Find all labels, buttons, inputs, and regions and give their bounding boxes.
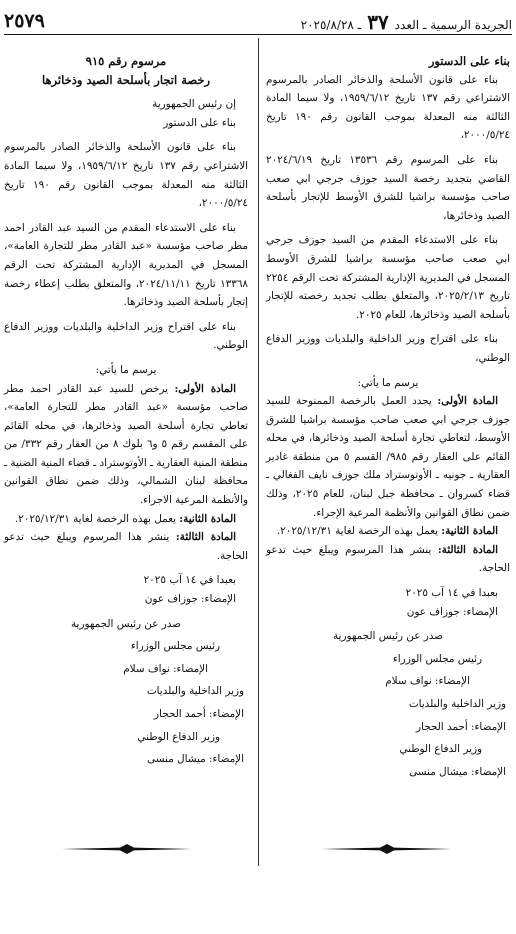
interior-minister-signature: الإمضاء: أحمد الحجار [416,720,506,733]
interior-minister-signature: الإمضاء: أحمد الحجار [154,708,244,720]
pm-signature: الإمضاء: نواف سلام [123,662,208,675]
interior-minister-title: وزير الداخلية والبلديات [408,698,506,710]
defense-minister-title: وزير الدفاع الوطني [399,743,482,756]
president-line: إن رئيس الجمهورية [152,98,236,111]
article-2-text: يعمل بهذه الرخصة لغاية ٢٠٢٥/١٢/٣١. [276,525,438,538]
issue-number: ٣٧ [367,10,389,34]
ornament-divider-left [62,844,192,854]
article-3 [4,528,248,565]
preamble-paragraph: بناء على الاستدعاء المقدم من السيد جوزف جرجي ابي صعب صاحب مؤسسة براشيا للشرق الأوسط المسجل في المديرية الإدارية المشتركة تحت الرقم ٢٢٥٤ تاريخ ٢٠٢٥/٢/١٣، والمتعلق بطلب تجديد رخصته للإتجار بأسلحة الصيد وذخائرها، للعام ٢٠٢٥. [266,234,510,321]
constitution-line: بناء على الدستور [428,54,510,68]
page-header [4,6,512,35]
decrees-line: يرسم ما يأتي: [357,376,419,389]
president-signature: الإمضاء: جوزاف عون [144,593,236,606]
article-2 [266,522,510,541]
pm-title: رئيس مجلس الوزراء [130,640,220,653]
preamble-paragraph: بناء على قانون الأسلحة والذخائر الصادر بالمرسوم الاشتراعي رقم ١٣٧ تاريخ ١٩٥٩/٦/١٢، ولا سيما المادة الثالثة منه المعدلة بموجب القانون رقم ١٩٠ تاريخ ٢٠٠٠/٥/٢٤، [4,141,249,210]
header-title [301,12,512,32]
article-1 [266,392,510,522]
issued-by: صدر عن رئيس الجمهورية [332,630,443,643]
interior-minister-title: وزير الداخلية والبلديات [146,685,244,698]
article-2 [4,510,248,529]
pm-title: رئيس مجلس الوزراء [392,652,482,665]
article-1-text: يجدد العمل بالرخصة الممنوحة للسيد جوزف جرجي ابي صعب صاحب مؤسسة براشيا للشرق الأوسط، لتعاطي تجارة أسلحة الصيد وذخائرها، في محله القائم على العقار رقم ٩٨٥/ القسم ٥ من منطقة غادير العقارية ـ جونيه ـ الأوتوستراد ملك جوزف نايف الفغالي ـ قضاء كسروان ـ محافظة جبل لبنان، للعام ٢٠٢٥، وذلك ضمن نطاق القوانين والأنظمة المرعية الإجراء. [266,395,511,519]
defense-minister-title: وزير الدفاع الوطني [137,730,220,743]
article-3-label: المادة الثالثة: [437,543,498,556]
gazette-name: الجريدة الرسمية ـ العدد [394,18,512,32]
article-3 [266,541,510,578]
article-2-label: المادة الثانية: [441,525,498,538]
issued-by: صدر عن رئيس الجمهورية [70,617,181,630]
article-3-text: ينشر هذا المرسوم ويبلغ حيث تدعو الحاجة. [4,531,248,562]
decree-title: مرسوم رقم ٩١٥ [85,54,167,68]
defense-minister-signature: الإمضاء: ميشال منسى [409,765,506,778]
article-1-label: المادة الأولى: [437,395,498,408]
column-divider [258,38,259,866]
pm-signature: الإمضاء: نواف سلام [385,675,470,688]
decrees-line: يرسم ما يأتي: [95,363,157,376]
issue-date: ـ ٢٠٢٥/٨/٢٨ [300,18,362,32]
signature-date: بعبدا في ١٤ آب ٢٠٢٥ [405,587,498,600]
decree-subject: رخصة اتجار بأسلحة الصيد وذخائرها [41,72,210,87]
article-3-text: ينشر هذا المرسوم ويبلغ حيث تدعو الحاجة. [266,543,510,575]
article-1-label: المادة الأولى: [174,382,236,395]
president-signature: الإمضاء: جوزاف عون [406,605,498,618]
right-column [266,38,510,781]
article-2-label: المادة الثانية: [179,512,236,525]
page-number: ٢٥٧٩ [4,10,45,32]
constitution-line: بناء على الدستور [163,116,236,129]
left-column [4,38,248,769]
article-3-label: المادة الثالثة: [175,531,236,544]
article-1 [4,380,248,510]
preamble-paragraph: بناء على المرسوم رقم ١٣٥٣٦ تاريخ ٢٠٢٤/٦/١٩ القاضي بتجديد رخصة السيد جوزف جرجي ابي صعب صاحب مؤسسة براشيا للشرق الأوسط للإتجار بأسلحة الصيد وذخائرها، [266,153,510,222]
article-2-text: يعمل بهذه الرخصة لغاية ٢٠٢٥/١٢/٣١. [14,512,176,525]
ornament-divider-right [322,844,452,854]
article-1-text: يرخص للسيد عبد القادر احمد مطر صاحب مؤسسة «عبد القادر مطر للتجارة العامة»، تعاطي تجارة أسلحة الصيد وذخائرها، في محله القائم على المقسم رقم ٥ و٦ بلوك ٨ من العقار رقم ٣٣٢/ من منطقة المنية العقارية ـ الأوتوستراد ـ قضاء المنية الضنية ـ محافظة لبنان الشمالي، وذلك ضمن نطاق القوانين والأنظمة المرعية الاجراء. [4,382,248,507]
defense-minister-signature: الإمضاء: ميشال منسى [147,753,244,766]
preamble-paragraph: بناء على اقتراح وزير الداخلية والبلديات ووزير الدفاع الوطني، [266,333,510,364]
preamble-paragraph: بناء على اقتراح وزير الداخلية والبلديات ووزير الدفاع الوطني. [4,320,248,352]
preamble-paragraph: بناء على الاستدعاء المقدم من السيد عبد القادر احمد مطر صاحب مؤسسة «عبد القادر مطر للتجارة العامة»، المسجل في المديرية الإدارية المشتركة تحت الرقم ١٣٣٦٨ تاريخ ٢٠٢٤/١١/١١، والمتعلق بطلب إعطاء رخصة إتجار بأسلحة الصيد وذخائرها. [4,221,248,309]
signature-date: بعبدا في ١٤ آب ٢٠٢٥ [143,574,236,587]
preamble-paragraph: بناء على قانون الأسلحة والذخائر الصادر بالمرسوم الاشتراعي رقم ١٣٧ تاريخ ١٩٥٩/٦/١٢، ولا سيما المادة الثالثة منه المعدلة بموجب القانون رقم ١٩٠ تاريخ ٢٠٠٠/٥/٢٤، [266,73,511,142]
